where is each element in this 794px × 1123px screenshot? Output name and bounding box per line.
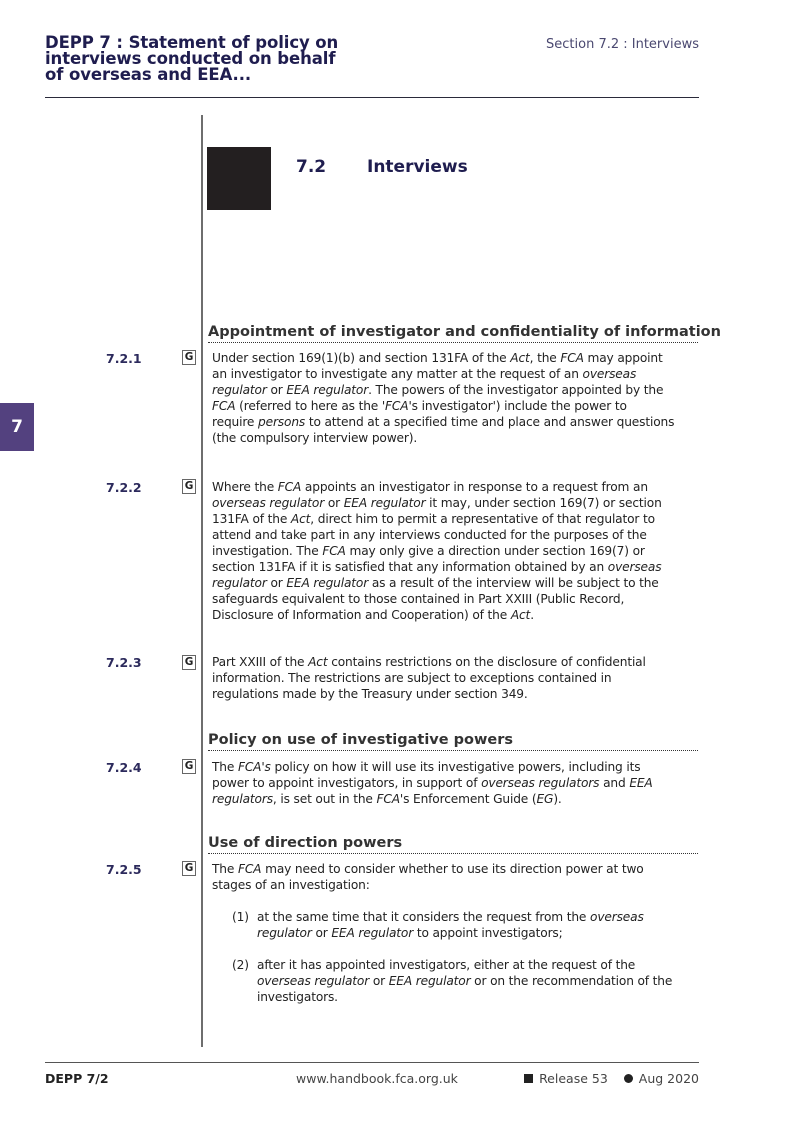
defined-term[interactable]: overseas regulator xyxy=(212,496,325,510)
paragraph-7-2-1 xyxy=(212,350,702,446)
defined-term[interactable]: regulator xyxy=(257,926,312,940)
text-line: investigation. The FCA may only give a direction under section 169(7) or xyxy=(212,544,645,558)
defined-term[interactable]: FCA xyxy=(376,792,400,806)
defined-term[interactable]: FCA xyxy=(322,544,346,558)
document-title-line: DEPP 7 : Statement of policy on xyxy=(45,33,339,52)
defined-term[interactable]: FCA xyxy=(212,399,236,413)
subheading-appointment: Appointment of investigator and confidentiality of information xyxy=(208,324,698,343)
text-line: (the compulsory interview power). xyxy=(212,431,418,445)
section-number: 7.2 xyxy=(296,157,327,177)
defined-term[interactable]: FCA xyxy=(560,351,584,365)
text-line: section 131FA if it is satisfied that any information obtained by an overseas xyxy=(212,560,662,574)
defined-term[interactable]: FCA xyxy=(385,399,409,413)
text-line: regulator or EEA regulator as a result of the interview will be subject to the xyxy=(212,576,659,590)
text-line: regulator or EEA regulator. The powers of the investigator appointed by the xyxy=(212,383,664,397)
text-line: require persons to attend at a specified time and place and answer questions xyxy=(212,415,675,429)
defined-term[interactable]: overseas regulators xyxy=(481,776,600,790)
text-line: information. The restrictions are subject to exceptions contained in xyxy=(212,671,612,685)
defined-term[interactable]: regulators xyxy=(212,792,273,806)
text-line: regulators, is set out in the FCA's Enforcement Guide (EG). xyxy=(212,792,562,806)
text-line: The FCA may need to consider whether to use its direction power at two xyxy=(212,862,644,876)
text-line: investigators. xyxy=(257,990,338,1004)
defined-term[interactable]: Act xyxy=(510,351,530,365)
paragraph-number[interactable]: 7.2.4 xyxy=(106,760,142,775)
paragraph-number[interactable]: 7.2.2 xyxy=(106,480,142,495)
defined-term[interactable]: regulator xyxy=(212,576,267,590)
text-line: FCA (referred to here as the 'FCA's investigator') include the power to xyxy=(212,399,627,413)
text-line: attend and take part in any interviews conducted for the purposes of the xyxy=(212,528,647,542)
defined-term[interactable]: persons xyxy=(258,415,306,429)
subheading-policy: Policy on use of investigative powers xyxy=(208,732,698,751)
release-info xyxy=(524,1071,699,1086)
guidance-badge: G xyxy=(182,759,196,774)
defined-term[interactable]: EEA regulator xyxy=(343,496,426,510)
text-line: stages of an investigation: xyxy=(212,878,370,892)
paragraph-7-2-2 xyxy=(212,479,702,623)
text-line: power to appoint investigators, in support of overseas regulators and EEA xyxy=(212,776,653,790)
list-marker: (2) xyxy=(232,958,249,972)
defined-term[interactable]: EEA regulator xyxy=(388,974,471,988)
paragraph-7-2-4 xyxy=(212,759,702,807)
document-title-line: interviews conducted on behalf xyxy=(45,49,336,68)
text-line: regulations made by the Treasury under section 349. xyxy=(212,687,528,701)
defined-term[interactable]: overseas xyxy=(582,367,637,381)
section-reference: Section 7.2 : Interviews xyxy=(546,37,699,52)
text-line: The FCA's policy on how it will use its investigative powers, including its xyxy=(212,760,641,774)
circle-bullet-icon xyxy=(624,1074,633,1083)
section-title: Interviews xyxy=(367,157,468,177)
guidance-badge: G xyxy=(182,350,196,365)
text-line: regulator or EEA regulator to appoint investigators; xyxy=(257,926,563,940)
defined-term[interactable]: overseas regulator xyxy=(257,974,370,988)
text-line: an investigator to investigate any matter at the request of an overseas xyxy=(212,367,637,381)
footer-divider xyxy=(45,1062,699,1063)
margin-rule xyxy=(201,115,203,1047)
defined-term[interactable]: FCA xyxy=(237,862,262,876)
header-divider xyxy=(45,97,699,98)
text-line: 131FA of the Act, direct him to permit a representative of that regulator to xyxy=(212,512,655,526)
paragraph-7-2-3 xyxy=(212,654,702,702)
text-line: safeguards equivalent to those contained in Part XXIII (Public Record, xyxy=(212,592,625,606)
handbook-link[interactable]: www.handbook.fca.org.uk xyxy=(296,1071,458,1086)
text-line: Under section 169(1)(b) and section 131FA of the Act, the FCA may appoint xyxy=(212,351,663,365)
defined-term[interactable]: EG xyxy=(536,792,554,806)
list-marker: (1) xyxy=(232,910,249,924)
paragraph-number[interactable]: 7.2.1 xyxy=(106,351,142,366)
subheading-direction-powers: Use of direction powers xyxy=(208,835,698,854)
defined-term[interactable]: overseas xyxy=(607,560,662,574)
defined-term[interactable]: Act xyxy=(290,512,311,526)
text-line: Where the FCA appoints an investigator in response to a request from an xyxy=(212,480,648,494)
defined-term[interactable]: FCA's xyxy=(237,760,271,774)
text-line: at the same time that it considers the request from the overseas xyxy=(257,910,644,924)
text-line: Disclosure of Information and Cooperation) of the Act. xyxy=(212,608,534,622)
section-marker-block xyxy=(207,147,271,210)
defined-term[interactable]: Act xyxy=(510,608,531,622)
guidance-badge: G xyxy=(182,861,196,876)
text-line: after it has appointed investigators, either at the request of the xyxy=(257,958,636,972)
page-reference: DEPP 7/2 xyxy=(45,1071,109,1086)
chapter-tab[interactable]: 7 xyxy=(0,403,34,451)
document-title xyxy=(45,35,375,83)
release-date: Aug 2020 xyxy=(638,1071,699,1086)
defined-term[interactable]: Act xyxy=(308,655,328,669)
defined-term[interactable]: regulator xyxy=(212,383,267,397)
defined-term[interactable]: EEA regulator xyxy=(286,576,369,590)
defined-term[interactable]: EEA regulator xyxy=(331,926,414,940)
defined-term[interactable]: EEA regulator xyxy=(286,383,369,397)
text-line: overseas regulator or EEA regulator or on the recommendation of the xyxy=(257,974,673,988)
list-item-text xyxy=(257,957,672,1005)
text-line: overseas regulator or EEA regulator it may, under section 169(7) or section xyxy=(212,496,662,510)
defined-term[interactable]: overseas xyxy=(590,910,644,924)
guidance-badge: G xyxy=(182,655,196,670)
document-title-line: of overseas and EEA... xyxy=(45,65,252,84)
paragraph-7-2-5 xyxy=(212,861,702,893)
square-bullet-icon xyxy=(524,1074,533,1083)
release-number: Release 53 xyxy=(539,1071,608,1086)
defined-term[interactable]: FCA xyxy=(277,480,302,494)
defined-term[interactable]: EEA xyxy=(629,776,653,790)
list-item-text xyxy=(257,909,644,941)
guidance-badge: G xyxy=(182,479,196,494)
paragraph-number[interactable]: 7.2.5 xyxy=(106,862,142,877)
paragraph-number[interactable]: 7.2.3 xyxy=(106,655,142,670)
text-line: Part XXIII of the Act contains restrictions on the disclosure of confidential xyxy=(212,655,646,669)
